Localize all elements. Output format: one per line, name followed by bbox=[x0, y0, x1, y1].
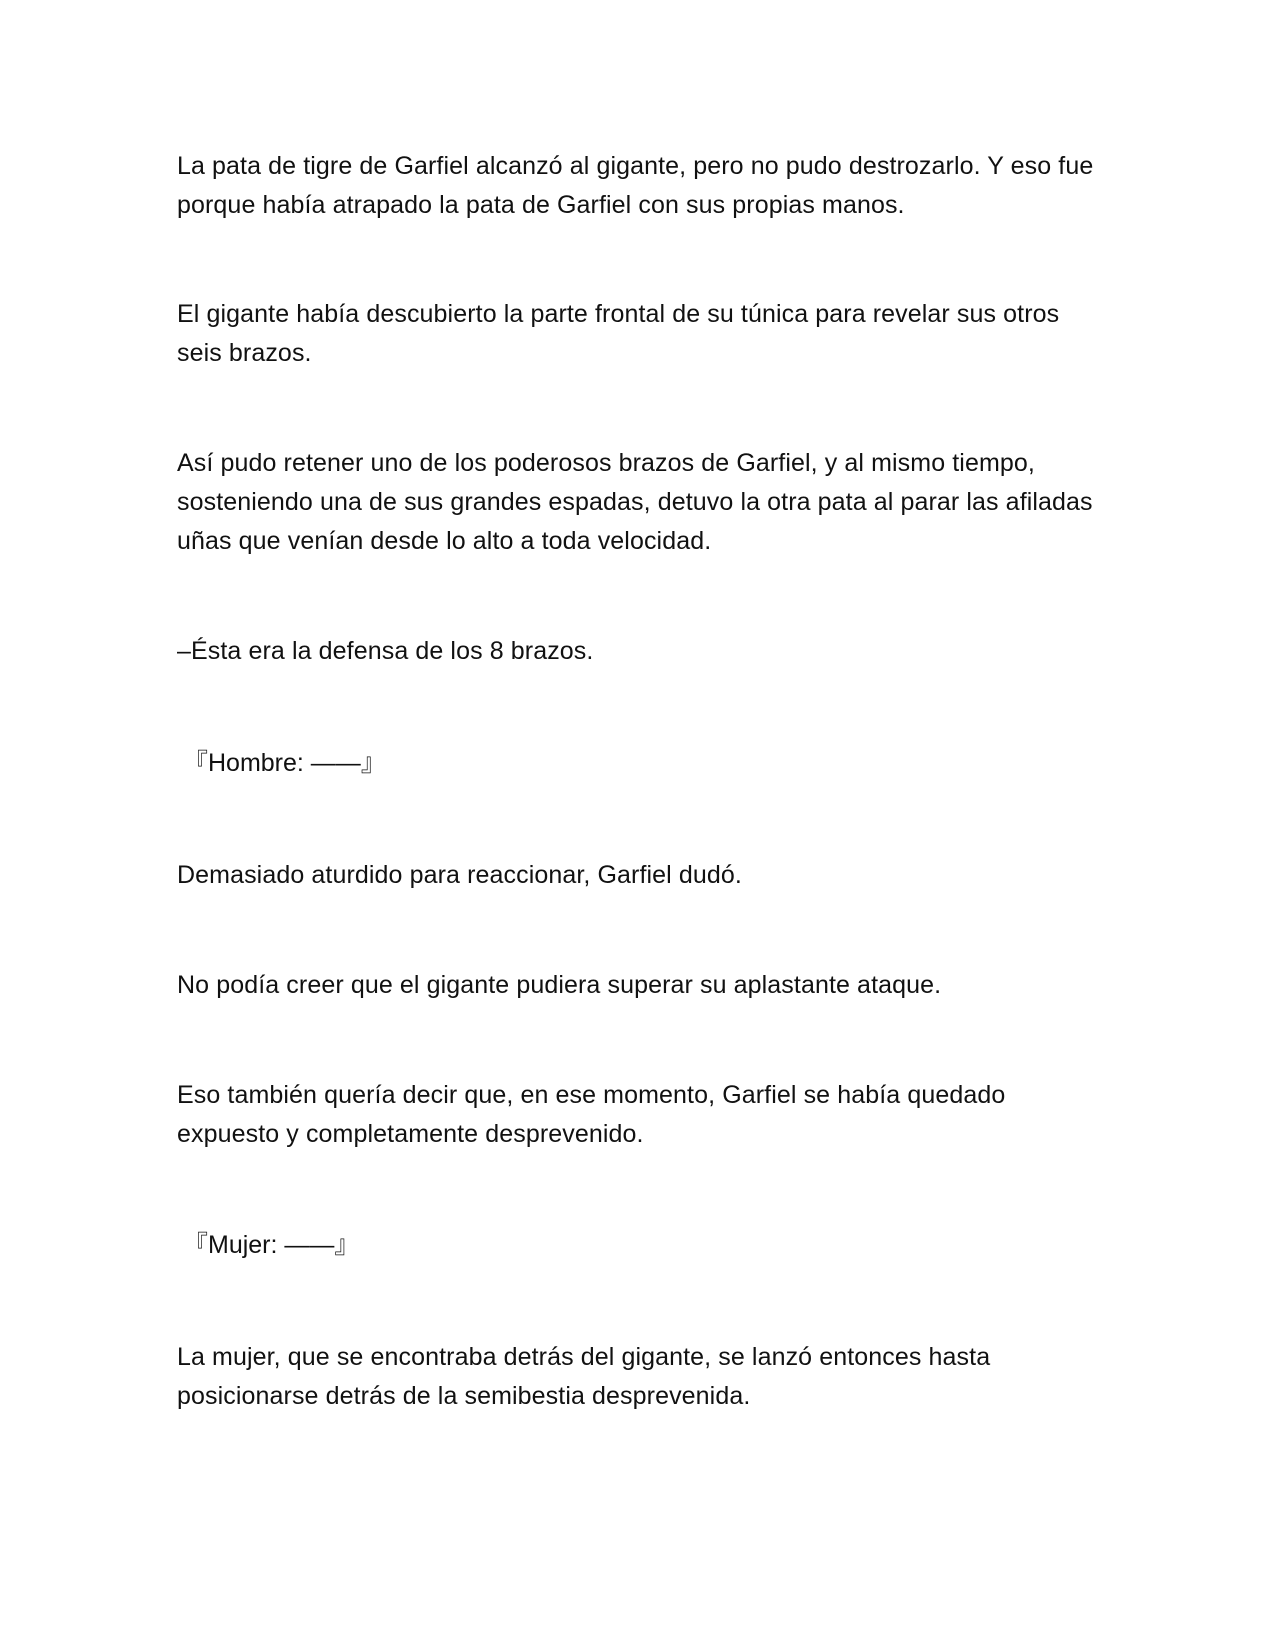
paragraph: Eso también quería decir que, en ese momento, Garfiel se había quedado expuesto y completamente desprevenido. bbox=[177, 1081, 1006, 1148]
paragraph: –Ésta era la defensa de los 8 brazos. bbox=[177, 637, 594, 665]
paragraph: El gigante había descubierto la parte frontal de su túnica para revelar sus otros seis brazos. bbox=[177, 300, 1060, 367]
paragraph: No podía creer que el gigante pudiera superar su aplastante ataque. bbox=[177, 971, 942, 999]
paragraph: Así pudo retener uno de los poderosos brazos de Garfiel, y al mismo tiempo, sosteniendo una de sus grandes espadas, detuvo la otra pata al parar las afiladas uñas que venían desde lo alto a toda velocidad. bbox=[177, 449, 1093, 555]
dialogue-line-woman: 『Mujer: ――』 bbox=[183, 1231, 360, 1259]
paragraph: La mujer, que se encontraba detrás del gigante, se lanzó entonces hasta posicionarse detrás de la semibestia desprevenida. bbox=[177, 1343, 991, 1410]
paragraph: La pata de tigre de Garfiel alcanzó al gigante, pero no pudo destrozarlo. Y eso fue porque había atrapado la pata de Garfiel con sus propias manos. bbox=[177, 152, 1094, 219]
dialogue-line-man: 『Hombre: ――』 bbox=[183, 749, 386, 777]
paragraph: Demasiado aturdido para reaccionar, Garfiel dudó. bbox=[177, 861, 742, 889]
